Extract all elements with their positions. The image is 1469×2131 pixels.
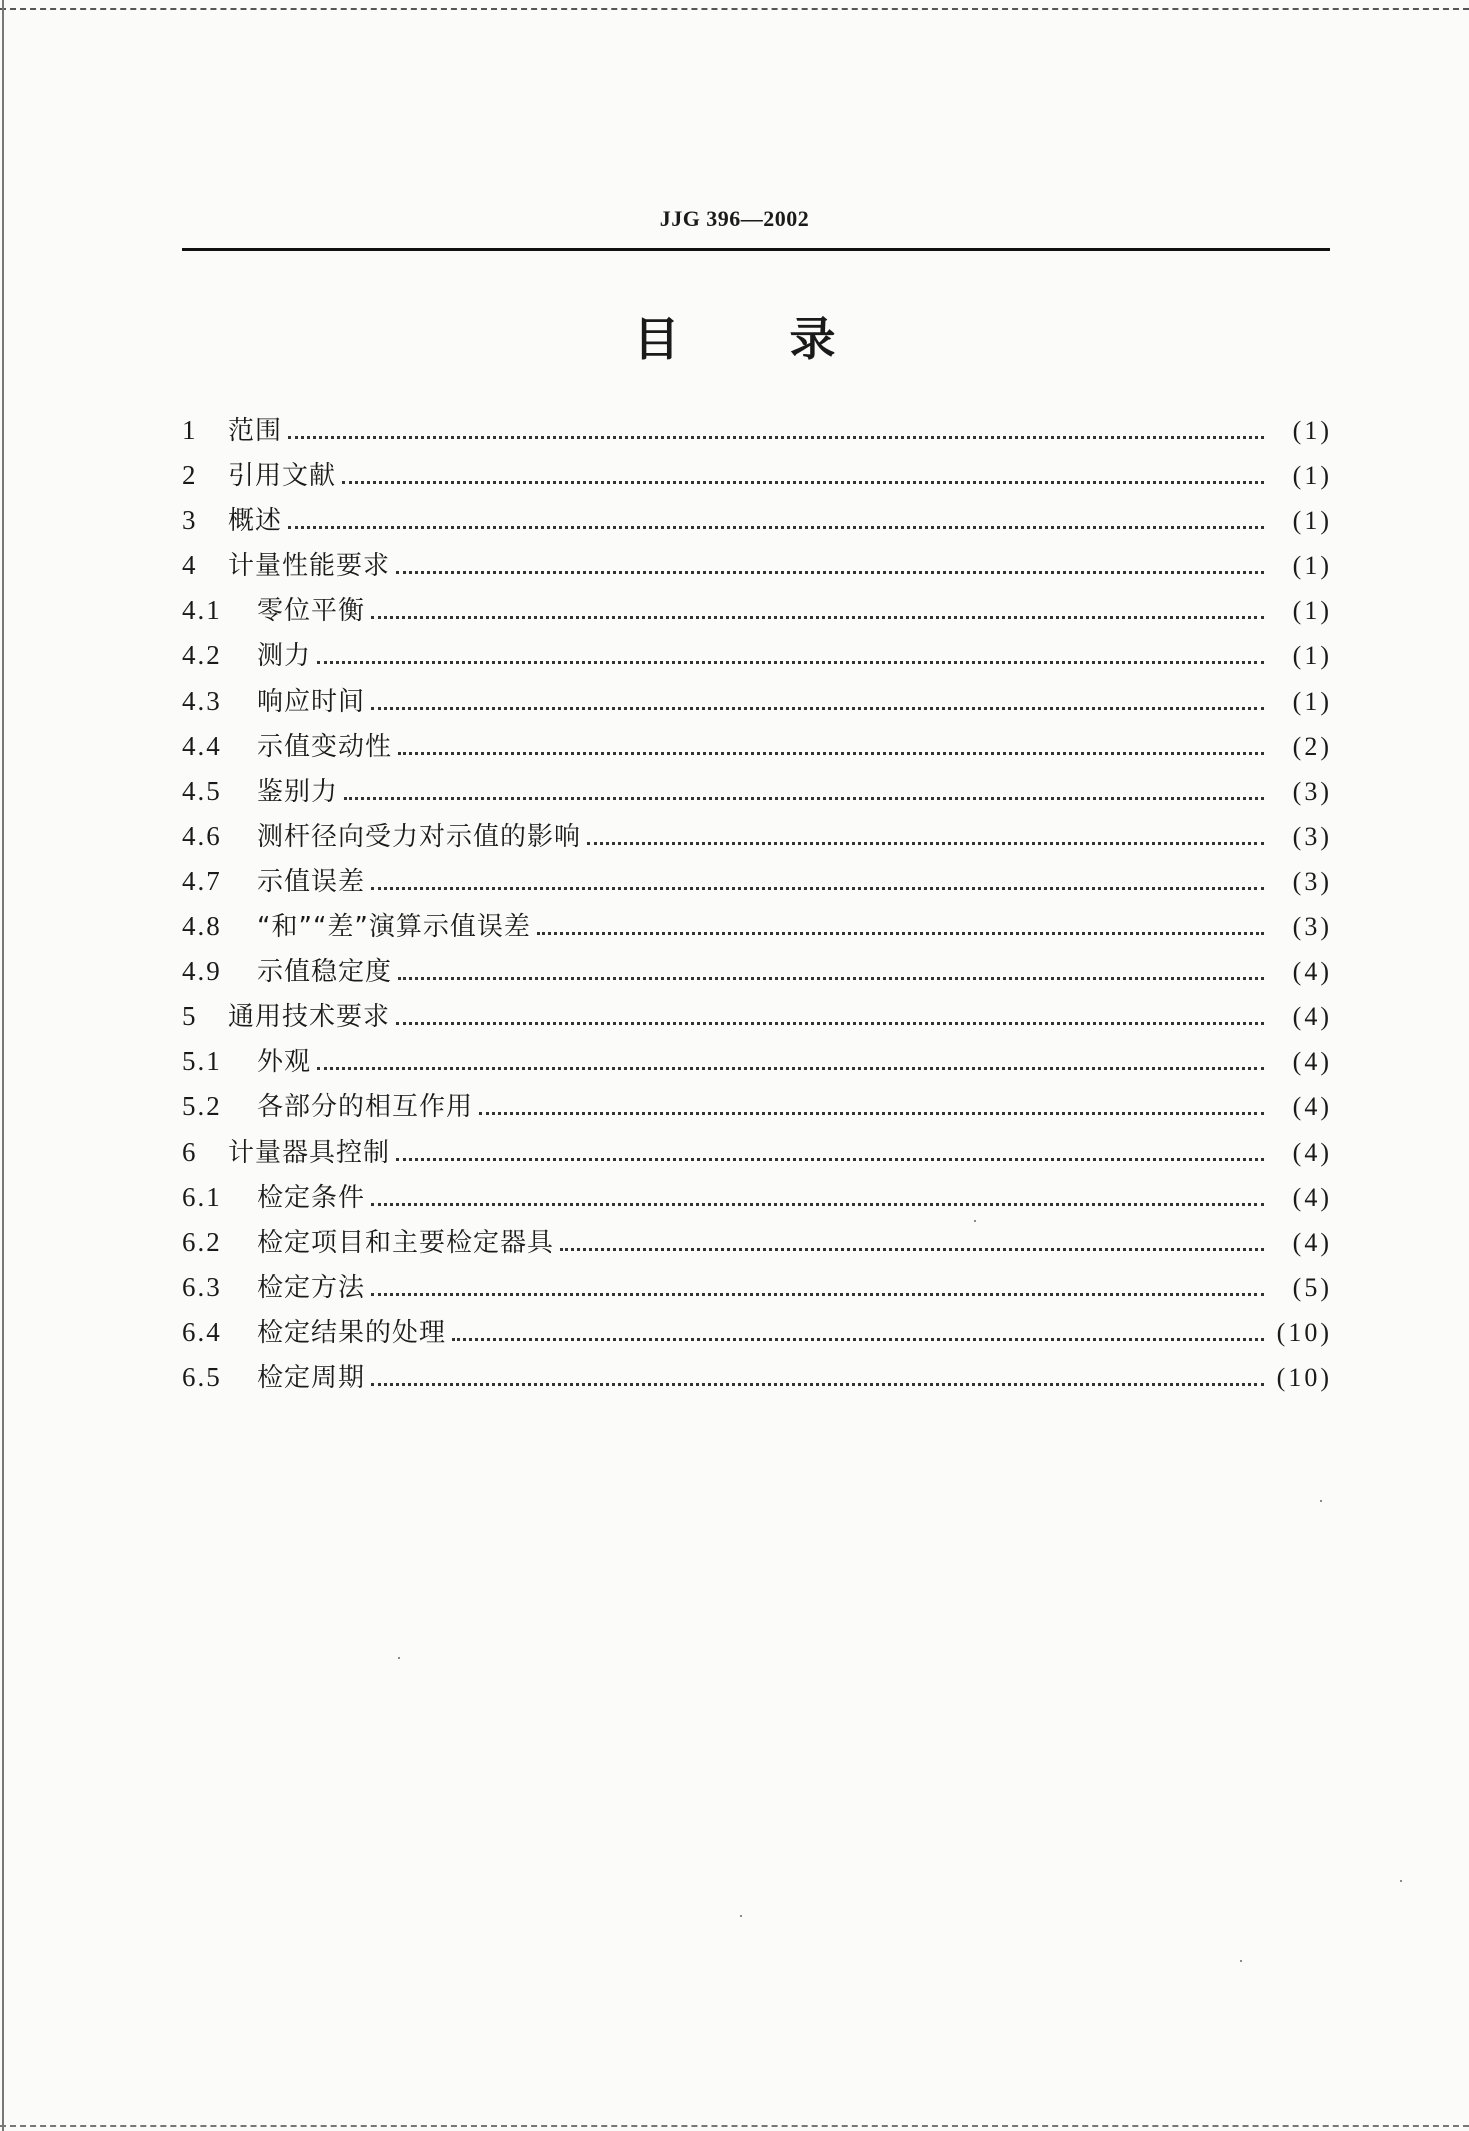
toc-entry-page: (4) xyxy=(1292,1182,1332,1212)
toc-dot-leader xyxy=(317,661,1264,664)
toc-entry-label: 计量性能要求 xyxy=(228,551,391,582)
header-rule xyxy=(182,248,1330,251)
toc-entry-number: 1 xyxy=(182,415,198,445)
page-title: 目录 xyxy=(633,312,946,366)
toc-entry-label: 检定条件 xyxy=(257,1182,366,1213)
toc-entry-page: (1) xyxy=(1292,641,1332,671)
toc-entry-label: 示值变动性 xyxy=(257,731,393,762)
toc-entry xyxy=(182,1312,1332,1357)
toc-entry xyxy=(182,1041,1332,1086)
toc-dot-leader xyxy=(371,1383,1264,1386)
toc-dot-leader xyxy=(396,571,1264,574)
toc-entry-page: (4) xyxy=(1292,1227,1332,1257)
toc-entry-number: 4.2 xyxy=(182,640,222,671)
toc-entry xyxy=(182,726,1332,771)
toc-entry xyxy=(182,1357,1332,1402)
toc-dot-leader xyxy=(371,1293,1264,1296)
toc-entry-number: 4.9 xyxy=(182,956,222,987)
toc-entry-number: 6.1 xyxy=(182,1181,222,1212)
toc-entry-label: 检定结果的处理 xyxy=(257,1317,447,1348)
toc-dot-leader xyxy=(587,842,1264,845)
toc-dot-leader xyxy=(344,797,1264,800)
toc-entry-label: “和”“差”演算示值误差 xyxy=(257,912,531,943)
table-of-contents xyxy=(182,410,1332,1402)
toc-entry-number: 3 xyxy=(182,505,198,536)
toc-entry xyxy=(182,996,1332,1041)
scan-speck xyxy=(1400,1880,1402,1882)
toc-entry-number: 4.1 xyxy=(182,595,222,626)
toc-entry-label: 检定项目和主要检定器具 xyxy=(257,1227,555,1258)
toc-entry-page: (2) xyxy=(1292,731,1332,761)
toc-entry-label: 示值误差 xyxy=(257,866,366,897)
toc-dot-leader xyxy=(371,1203,1264,1206)
toc-entry xyxy=(182,500,1332,545)
toc-dot-leader xyxy=(396,1022,1264,1025)
toc-entry xyxy=(182,681,1332,726)
toc-entry-page: (4) xyxy=(1292,1092,1332,1122)
toc-entry-page: (3) xyxy=(1292,776,1332,806)
toc-entry-number: 4.3 xyxy=(182,685,222,716)
toc-dot-leader xyxy=(479,1112,1264,1115)
toc-entry-page: (3) xyxy=(1292,821,1332,851)
toc-entry-page: (4) xyxy=(1292,957,1332,987)
scan-speck xyxy=(1240,1960,1242,1962)
toc-dot-leader xyxy=(560,1248,1264,1251)
toc-dot-leader xyxy=(396,1158,1264,1161)
toc-entry-label: 测杆径向受力对示值的影响 xyxy=(257,821,582,852)
toc-entry-page: (1) xyxy=(1292,461,1332,491)
toc-entry xyxy=(182,771,1332,816)
scan-speck xyxy=(740,1915,742,1917)
toc-entry-label: 响应时间 xyxy=(257,686,366,717)
toc-entry-number: 5.2 xyxy=(182,1091,222,1122)
toc-entry-page: (4) xyxy=(1292,1002,1332,1032)
toc-entry-label: 外观 xyxy=(257,1047,312,1078)
toc-entry-number: 4.4 xyxy=(182,730,222,761)
toc-entry xyxy=(182,816,1332,861)
toc-entry-number: 4.6 xyxy=(182,820,222,851)
page-bottom-edge xyxy=(0,2125,1469,2127)
toc-dot-leader xyxy=(371,707,1264,710)
toc-dot-leader xyxy=(537,932,1264,935)
toc-entry-label: 检定方法 xyxy=(257,1272,366,1303)
toc-entry xyxy=(182,1177,1332,1222)
toc-entry-number: 4.5 xyxy=(182,775,222,806)
toc-entry-number: 4.7 xyxy=(182,865,222,896)
toc-entry xyxy=(182,1222,1332,1267)
page-top-edge xyxy=(0,8,1469,10)
toc-entry-page: (1) xyxy=(1292,506,1332,536)
scan-speck xyxy=(974,1220,976,1222)
scan-speck xyxy=(1320,1500,1322,1502)
toc-entry xyxy=(182,1086,1332,1131)
toc-entry-page: (1) xyxy=(1292,686,1332,716)
toc-dot-leader xyxy=(398,977,1264,980)
toc-entry-label: 零位平衡 xyxy=(257,596,366,627)
toc-entry-number: 5.1 xyxy=(182,1046,222,1077)
toc-entry-page: (1) xyxy=(1292,416,1332,445)
toc-entry-number: 6.5 xyxy=(182,1361,222,1392)
toc-entry-label: 测力 xyxy=(257,641,312,672)
toc-entry xyxy=(182,861,1332,906)
toc-entry-label: 各部分的相互作用 xyxy=(257,1092,474,1123)
toc-entry-page: (10) xyxy=(1276,1317,1332,1347)
toc-entry xyxy=(182,906,1332,951)
toc-entry xyxy=(182,1267,1332,1312)
toc-entry-label: 示值稳定度 xyxy=(257,957,393,988)
toc-entry-page: (10) xyxy=(1276,1362,1332,1392)
toc-entry-page: (1) xyxy=(1292,551,1332,581)
toc-dot-leader xyxy=(398,752,1264,755)
toc-entry-number: 6.4 xyxy=(182,1316,222,1347)
toc-entry-label: 检定周期 xyxy=(257,1362,366,1393)
toc-entry-page: (4) xyxy=(1292,1047,1332,1077)
toc-entry xyxy=(182,455,1332,500)
toc-dot-leader xyxy=(288,526,1264,529)
toc-dot-leader xyxy=(342,481,1264,484)
toc-entry xyxy=(182,410,1332,455)
toc-entry-number: 2 xyxy=(182,460,198,491)
toc-entry-label: 概述 xyxy=(228,506,283,537)
toc-entry-page: (3) xyxy=(1292,912,1332,942)
toc-entry xyxy=(182,951,1332,996)
toc-entry-label: 鉴别力 xyxy=(257,776,339,807)
toc-entry-number: 4 xyxy=(182,550,198,581)
toc-entry-label: 通用技术要求 xyxy=(228,1002,391,1033)
standard-code: JJG 396—2002 xyxy=(659,206,810,231)
toc-entry xyxy=(182,590,1332,635)
scan-speck xyxy=(398,1657,400,1659)
toc-entry-label: 引用文献 xyxy=(228,461,337,492)
toc-entry-label: 计量器具控制 xyxy=(228,1137,391,1168)
toc-dot-leader xyxy=(371,616,1264,619)
toc-entry-page: (3) xyxy=(1292,866,1332,896)
toc-entry-number: 4.8 xyxy=(182,911,222,942)
toc-entry-label: 范围 xyxy=(228,416,283,446)
toc-dot-leader xyxy=(371,887,1264,890)
toc-dot-leader xyxy=(452,1338,1264,1341)
toc-entry-page: (1) xyxy=(1292,596,1332,626)
toc-dot-leader xyxy=(288,436,1264,439)
toc-entry-number: 6.2 xyxy=(182,1226,222,1257)
toc-dot-leader xyxy=(317,1067,1264,1070)
toc-entry xyxy=(182,545,1332,590)
toc-entry-page: (5) xyxy=(1292,1272,1332,1302)
toc-entry-number: 5 xyxy=(182,1001,198,1032)
toc-entry xyxy=(182,635,1332,680)
toc-entry xyxy=(182,1132,1332,1177)
toc-entry-number: 6.3 xyxy=(182,1271,222,1302)
toc-entry-number: 6 xyxy=(182,1136,198,1167)
toc-entry-page: (4) xyxy=(1292,1137,1332,1167)
